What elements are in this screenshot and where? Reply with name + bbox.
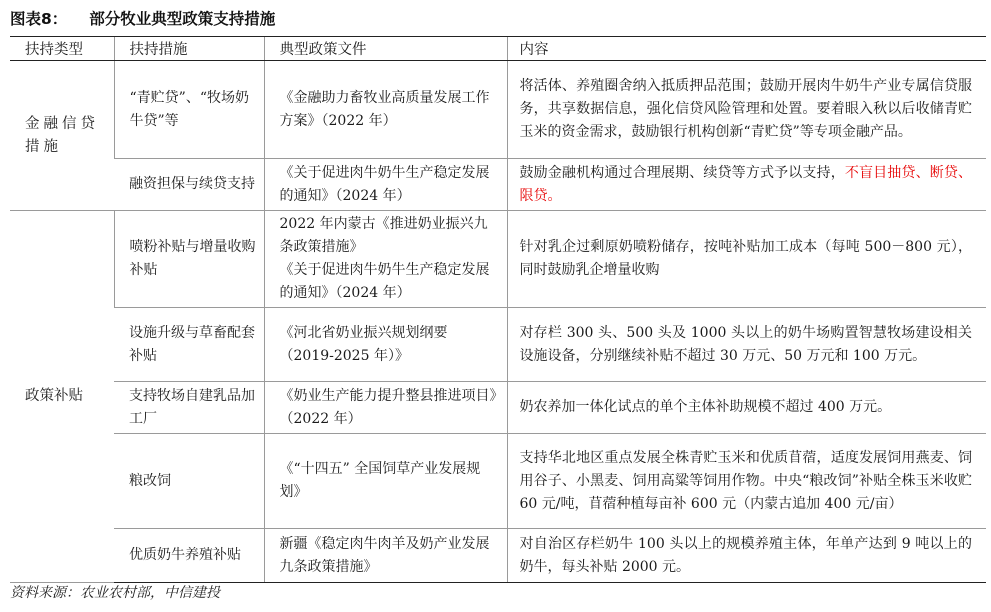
content-cell: 对存栏 300 头、500 头及 1000 头以上的奶牛场购置智慧牧场建设相关设施设备，分别继续补贴不超过 30 万元、50 万元和 100 万元。	[507, 308, 986, 382]
header-policy-document: 典型政策文件	[264, 37, 507, 61]
figure-title-text: 部分牧业典型政策支持措施	[89, 10, 276, 28]
content-cell: 支持华北地区重点发展全株青贮玉米和优质苜蓿，适度发展饲用燕麦、饲用谷子、小黑麦、饲用高粱等饲用作物。中央“粮改饲”补贴全株玉米收贮 60 元/吨，苜蓿种植每亩补 600 元（内蒙古追加 400 元/亩）	[507, 434, 986, 529]
group-subsidy: 政策补贴	[10, 211, 114, 583]
group-finance: 金融信贷措施	[10, 61, 114, 211]
content-highlight: 不盲目抽贷、断贷、限贷。	[519, 164, 973, 204]
measure-cell: 喷粉补贴与增量收购补贴	[114, 211, 264, 308]
table-row	[10, 382, 986, 434]
measure-cell: 融资担保与续贷支持	[114, 159, 264, 211]
policy-cell: 《“十四五” 全国饲草产业发展规划》	[264, 434, 507, 529]
figure-label: 图表8：	[10, 10, 68, 28]
policy-cell: 新疆《稳定肉牛肉羊及奶产业发展九条政策措施》	[264, 529, 507, 583]
policy-table	[10, 36, 986, 583]
content-cell: 奶农养加一体化试点的单个主体补助规模不超过 400 万元。	[507, 382, 986, 434]
policy-line: 2022 年内蒙古《推进奶业振兴九条政策措施》	[279, 216, 488, 255]
source-note: 资料来源：农业农村部，中信建投	[10, 585, 220, 601]
policy-line: 《关于促进肉牛奶牛生产稳定发展的通知》（2024 年）	[279, 262, 490, 301]
header-support-measure: 扶持措施	[114, 37, 264, 61]
header-support-type: 扶持类型	[10, 37, 114, 61]
measure-cell: 粮改饲	[114, 434, 264, 529]
content-text: 鼓励金融机构通过合理展期、续贷等方式予以支持，	[519, 164, 845, 181]
table-row	[10, 434, 986, 529]
table-row	[10, 159, 986, 211]
content-cell: 针对乳企过剩原奶喷粉储存，按吨补贴加工成本（每吨 500－800 元），同时鼓励乳企增量收购	[507, 211, 986, 308]
policy-cell: 《奶业生产能力提升整县推进项目》（2022 年）	[264, 382, 507, 434]
policy-cell: 《河北省奶业振兴规划纲要（2019-2025 年）》	[264, 308, 507, 382]
figure-title	[10, 7, 275, 31]
table-row	[10, 529, 986, 583]
content-cell	[507, 159, 986, 211]
policy-cell: 《金融助力畜牧业高质量发展工作方案》（2022 年）	[264, 61, 507, 159]
table-row	[10, 308, 986, 382]
header-content: 内容	[507, 37, 986, 61]
measure-cell: 优质奶牛养殖补贴	[114, 529, 264, 583]
measure-cell: “青贮贷”、“牧场奶牛贷”等	[114, 61, 264, 159]
measure-cell: 支持牧场自建乳品加工厂	[114, 382, 264, 434]
table-header-row	[10, 37, 986, 61]
content-cell: 对自治区存栏奶牛 100 头以上的规模养殖主体，年单产达到 9 吨以上的奶牛，每头补贴 2000 元。	[507, 529, 986, 583]
measure-cell: 设施升级与草畜配套补贴	[114, 308, 264, 382]
policy-cell	[264, 211, 507, 308]
content-cell: 将活体、养殖圈舍纳入抵质押品范围；鼓励开展肉牛奶牛产业专属信贷服务，共享数据信息，强化信贷风险管理和处置。要着眼入秋以后收储青贮玉米的资金需求，鼓励银行机构创新“青贮贷”等专项金融产品。	[507, 61, 986, 159]
table-row	[10, 61, 986, 159]
policy-cell: 《关于促进肉牛奶牛生产稳定发展的通知》（2024 年）	[264, 159, 507, 211]
table-row	[10, 211, 986, 308]
